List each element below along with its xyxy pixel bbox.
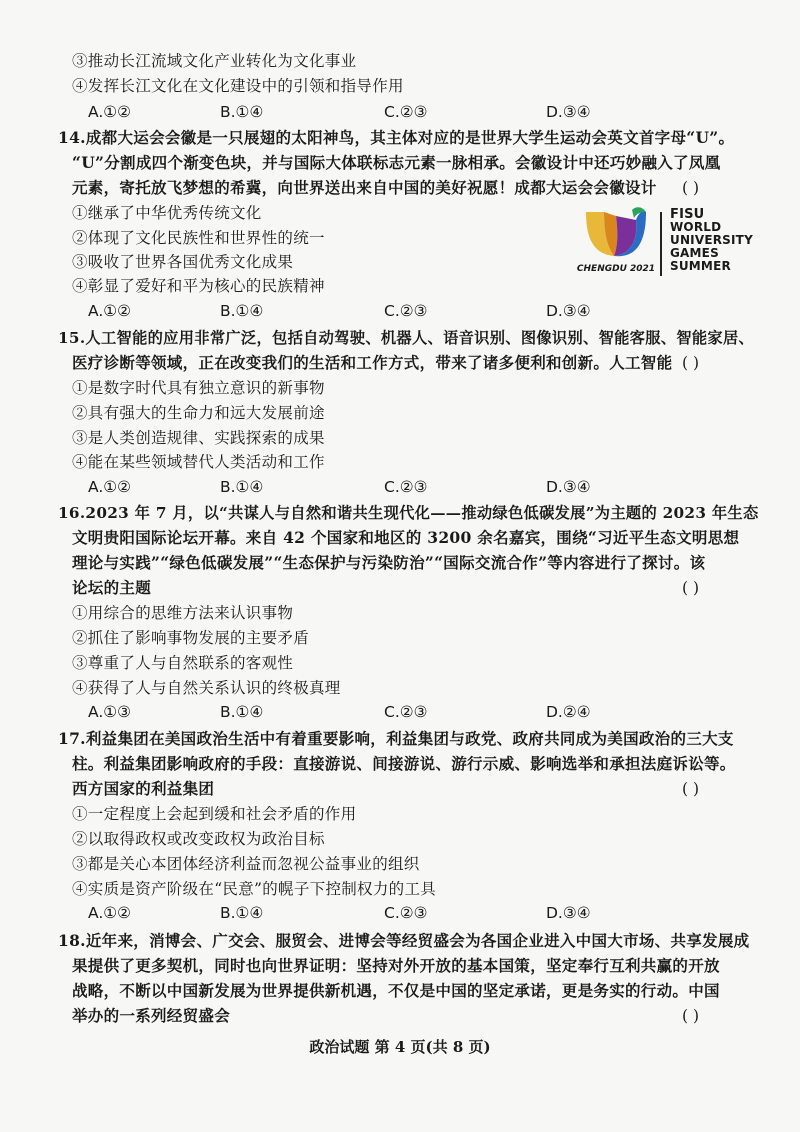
- fisu-line: UNIVERSITY: [670, 233, 753, 247]
- question-17-stem: 柱。利益集团影响政府的手段：直接游说、间接游说、游行示威、影响选举和承担法庭诉讼等。: [72, 754, 736, 773]
- option-line: ②抓住了影响事物发展的主要矛盾: [72, 629, 310, 647]
- question-18-stem: 举办的一系列经贸盛会: [72, 1006, 231, 1025]
- logo-city-text: CHENGDU 2021: [576, 264, 656, 274]
- choice-a[interactable]: A.①②: [88, 302, 132, 320]
- choice-c[interactable]: C.②③: [384, 703, 428, 721]
- option-line: ③推动长江流域文化产业转化为文化事业: [72, 52, 357, 70]
- option-line: ④发挥长江文化在文化建设中的引领和指导作用: [72, 77, 404, 95]
- option-line: ②体现了文化民族性和世界性的统一: [72, 229, 325, 247]
- choice-b[interactable]: B.①④: [220, 703, 264, 721]
- choice-d[interactable]: D.②④: [546, 703, 591, 721]
- question-16-stem: 16.2023 年 7 月，以“共谋人与自然和谐共生现代化——推动绿色低碳发展”为主题的 2023 年生态: [58, 504, 759, 522]
- question-18-stem: 战略，不断以中国新发展为世界提供新机遇，不仅是中国的坚定承诺，更是务实的行动。中国: [72, 981, 720, 1000]
- choice-a[interactable]: A.①②: [88, 103, 132, 121]
- question-17-stem: 西方国家的利益集团: [72, 779, 215, 798]
- option-line: ④能在某些领域替代人类活动和工作: [72, 453, 325, 471]
- option-line: ③是人类创造规律、实践探索的成果: [72, 429, 325, 447]
- question-18-stem: 18.近年来，消博会、广交会、服贸会、进博会等经贸盛会为各国企业进入中国大市场、共享发展成: [58, 931, 750, 950]
- choice-b[interactable]: B.①④: [220, 103, 264, 121]
- option-line: ②具有强大的生命力和远大发展前途: [72, 404, 325, 422]
- option-line: ③都是关心本团体经济利益而忽视公益事业的组织: [72, 855, 420, 873]
- option-line: ①继承了中华优秀传统文化: [72, 204, 262, 222]
- question-14-stem: 14.成都大运会会徽是一只展翅的太阳神鸟，其主体对应的是世界大学生运动会英文首字母“U”。: [58, 128, 735, 147]
- question-15-stem: 医疗诊断等领域，正在改变我们的生活和工作方式，带来了诸多便利和创新。人工智能: [72, 353, 673, 372]
- question-15-stem: 15.人工智能的应用非常广泛，包括自动驾驶、机器人、语音识别、图像识别、智能客服、智能家居、: [58, 329, 755, 347]
- fisu-line: GAMES: [670, 246, 719, 260]
- choice-a[interactable]: A.①②: [88, 904, 132, 922]
- choice-d[interactable]: D.③④: [546, 302, 591, 320]
- question-17-stem: 17.利益集团在美国政治生活中有着重要影响，利益集团与政党、政府共同成为美国政治的三大支: [58, 729, 734, 748]
- option-line: ②以取得政权或改变政权为政治目标: [72, 830, 325, 848]
- choice-a[interactable]: A.①②: [88, 478, 132, 496]
- page-footer: 政治试题 第 4 页(共 8 页): [309, 1038, 491, 1056]
- chengdu-universiade-logo: [572, 206, 772, 286]
- option-line: ①一定程度上会起到缓和社会矛盾的作用: [72, 805, 357, 823]
- choice-d[interactable]: D.③④: [546, 478, 591, 496]
- fisu-wordmark: [670, 208, 753, 273]
- option-line: ①用综合的思维方法来认识事物: [72, 604, 294, 622]
- choice-d[interactable]: D.③④: [546, 103, 591, 121]
- answer-paren[interactable]: ( ): [682, 579, 700, 597]
- answer-paren[interactable]: ( ): [682, 179, 700, 197]
- choice-b[interactable]: B.①④: [220, 302, 264, 320]
- logo-divider: [660, 212, 662, 276]
- option-line: ③吸收了世界各国优秀文化成果: [72, 253, 294, 271]
- fisu-line: SUMMER: [670, 259, 731, 273]
- question-16-stem: 论坛的主题: [72, 578, 152, 597]
- option-line: ④获得了人与自然关系认识的终极真理: [72, 679, 341, 697]
- question-14-stem: “U”分割成四个渐变色块，并与国际大体联标志元素一脉相承。会徽设计中还巧妙融入了凤凰: [72, 153, 721, 172]
- answer-paren[interactable]: ( ): [682, 780, 700, 798]
- choice-c[interactable]: C.②③: [384, 904, 428, 922]
- sun-bird-emblem-icon: [572, 206, 660, 266]
- answer-paren[interactable]: ( ): [682, 354, 700, 372]
- choice-d[interactable]: D.③④: [546, 904, 591, 922]
- question-16-stem: 文明贵阳国际论坛开幕。来自 42 个国家和地区的 3200 余名嘉宾，围绕“习近平生态文明思想: [72, 528, 740, 547]
- question-16-stem: 理论与实践”“绿色低碳发展”“生态保护与污染防治”“国际交流合作”等内容进行了探讨。该: [72, 553, 706, 572]
- choice-b[interactable]: B.①④: [220, 904, 264, 922]
- choice-c[interactable]: C.②③: [384, 103, 428, 121]
- choice-b[interactable]: B.①④: [220, 478, 264, 496]
- answer-paren[interactable]: ( ): [682, 1007, 700, 1025]
- choice-a[interactable]: A.①③: [88, 703, 132, 721]
- option-line: ④实质是资产阶级在“民意”的幌子下控制权力的工具: [72, 880, 437, 898]
- fisu-text: FISU: [670, 207, 705, 222]
- choice-c[interactable]: C.②③: [384, 478, 428, 496]
- option-line: ③尊重了人与自然联系的客观性: [72, 654, 294, 672]
- option-line: ④彰显了爱好和平为核心的民族精神: [72, 277, 325, 295]
- question-18-stem: 果提供了更多契机，同时也向世界证明：坚持对外开放的基本国策，坚定奉行互利共赢的开放: [72, 956, 720, 975]
- option-line: ①是数字时代具有独立意识的新事物: [72, 379, 325, 397]
- choice-c[interactable]: C.②③: [384, 302, 428, 320]
- question-14-stem: 元素，寄托放飞梦想的希冀，向世界送出来自中国的美好祝愿！成都大运会会徽设计: [72, 178, 657, 197]
- fisu-line: WORLD: [670, 220, 722, 234]
